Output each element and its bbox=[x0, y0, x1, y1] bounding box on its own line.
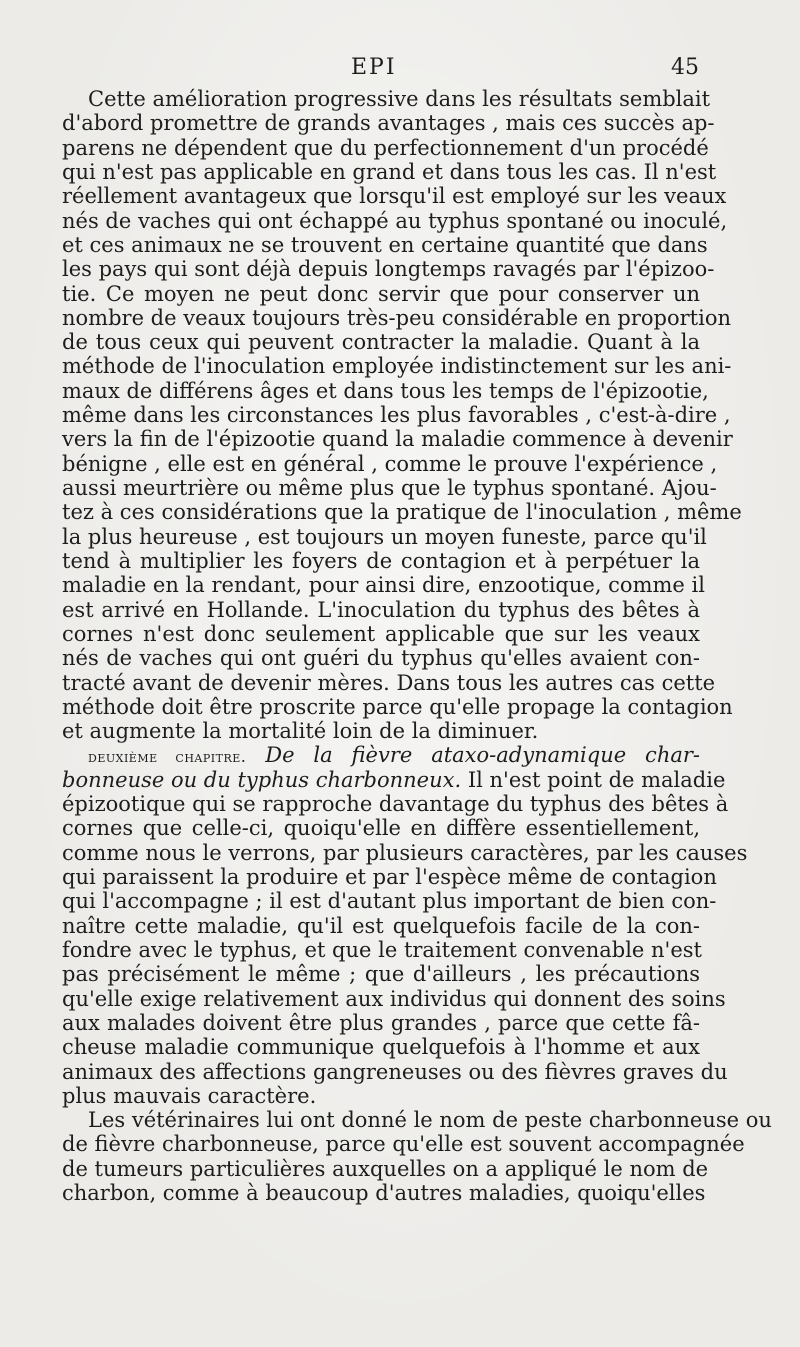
text-line: Cette amélioration progressive dans les résultats semblait bbox=[88, 87, 711, 111]
text-line: est arrivé en Hollande. L'inoculation du typhus des bêtes à bbox=[62, 597, 700, 622]
running-title: EPI bbox=[351, 55, 397, 80]
text-line: aux malades doivent être plus grandes , parce que cette fâ- bbox=[62, 1010, 700, 1035]
text-line: aussi meurtrière ou même plus que le typhus spontané. Ajou- bbox=[62, 476, 717, 500]
chapter-title-cont: bonneuse ou du typhus charbonneux. bbox=[62, 767, 462, 792]
text-line: de tous ceux qui peuvent contracter la maladie. Quant à la bbox=[62, 330, 700, 355]
text-line: épizootique qui se rapproche davantage du typhus des bêtes à bbox=[62, 792, 729, 817]
text-line: animaux des affections gangreneuses ou des fièvres graves du bbox=[62, 1059, 728, 1084]
text-line: les pays qui sont déjà depuis longtemps ravagés par l'épizoo- bbox=[62, 257, 715, 282]
text-line: pas précisément le même ; que d'ailleurs , les précautions bbox=[62, 962, 700, 987]
text-line: tracté avant de devenir mères. Dans tous les autres cas cette bbox=[62, 670, 716, 695]
text-line: parens ne dépendent que du perfectionnement d'un procédé bbox=[62, 135, 709, 160]
text-line: bénigne , elle est en général , comme le prouve l'expérience , bbox=[62, 451, 718, 476]
text-line: plus mauvais caractère. bbox=[62, 1083, 317, 1108]
text-line: cheuse maladie communique quelquefois à l'homme et aux bbox=[62, 1035, 700, 1060]
text-line: méthode doit être proscrite parce qu'elle propage la contagion bbox=[62, 694, 733, 719]
text-line: qui l'accompagne ; il est d'autant plus important de bien con- bbox=[62, 889, 717, 914]
running-head bbox=[0, 55, 800, 85]
text-line: réellement avantageux que lorsqu'il est employé sur les veaux bbox=[62, 184, 727, 209]
text-line: nombre de veaux toujours très-peu considérable en proportion bbox=[62, 305, 732, 330]
text-line: nés de vaches qui ont échappé au typhus spontané ou inoculé, bbox=[62, 208, 728, 233]
text-line: de fièvre charbonneuse, parce qu'elle est souvent accompagnée bbox=[62, 1132, 745, 1157]
chapter-label: deuxième chapitre. bbox=[88, 747, 247, 767]
text-line: vers la fin de l'épizootie quand la maladie commence à devenir bbox=[62, 427, 733, 452]
text-line: qui n'est pas applicable en grand et dans tous les cas. Il n'est bbox=[62, 159, 717, 184]
text-line: nés de vaches qui ont guéri du typhus qu'elles avaient con- bbox=[62, 646, 700, 671]
body-text bbox=[62, 87, 772, 1206]
text-line: et augmente la mortalité loin de la diminuer. bbox=[62, 719, 539, 744]
text-line: maladie en la rendant, pour ainsi dire, enzootique, comme il bbox=[62, 573, 705, 598]
text-line: tie. Ce moyen ne peut donc servir que pour conserver un bbox=[62, 281, 700, 306]
text-line: de tumeurs particulières auxquelles on a appliqué le nom de bbox=[62, 1156, 709, 1181]
text-line: méthode de l'inoculation employée indistinctement sur les ani- bbox=[62, 354, 732, 379]
chapter-title: De la fièvre ataxo-adynamique char- bbox=[265, 743, 700, 768]
text-line: qui paraissent la produire et par l'espèce même de contagion bbox=[62, 865, 717, 889]
text-line: charbon, comme à beaucoup d'autres maladies, quoiqu'elles bbox=[62, 1181, 706, 1206]
text-line: même dans les circonstances les plus favorables , c'est-à-dire , bbox=[62, 403, 731, 428]
text-line: et ces animaux ne se trouvent en certaine quantité que dans bbox=[62, 232, 708, 257]
text-line: Les vétérinaires lui ont donné le nom de peste charbonneuse ou bbox=[88, 1108, 772, 1133]
text-line: tend à multiplier les foyers de contagion et à perpétuer la bbox=[62, 548, 700, 573]
text-run: Il n'est point de maladie bbox=[461, 767, 726, 792]
text-line: tez à ces considérations que la pratique de l'inoculation , même bbox=[62, 500, 742, 525]
text-line: maux de différens âges et dans tous les temps de l'épizootie, bbox=[62, 378, 709, 403]
text-line: d'abord promettre de grands avantages , mais ces succès ap- bbox=[62, 111, 715, 136]
text-line: naître cette maladie, qu'il est quelquefois facile de la con- bbox=[62, 913, 700, 938]
text-line: cornes n'est donc seulement applicable que sur les veaux bbox=[62, 621, 700, 646]
text-line: qu'elle exige relativement aux individus qui donnent des soins bbox=[62, 986, 726, 1011]
page-number: 45 bbox=[671, 55, 699, 80]
text-line: la plus heureuse , est toujours un moyen funeste, parce qu'il bbox=[62, 524, 707, 549]
chapter-heading-line bbox=[62, 767, 726, 792]
text-line: cornes que celle-ci, quoiqu'elle en diffère essentiellement, bbox=[62, 816, 700, 841]
chapter-heading-line bbox=[62, 743, 700, 767]
text-line: comme nous le verrons, par plusieurs caractères, par les causes bbox=[62, 840, 748, 865]
text-line: fondre avec le typhus, et que le traitement convenable n'est bbox=[62, 937, 702, 962]
